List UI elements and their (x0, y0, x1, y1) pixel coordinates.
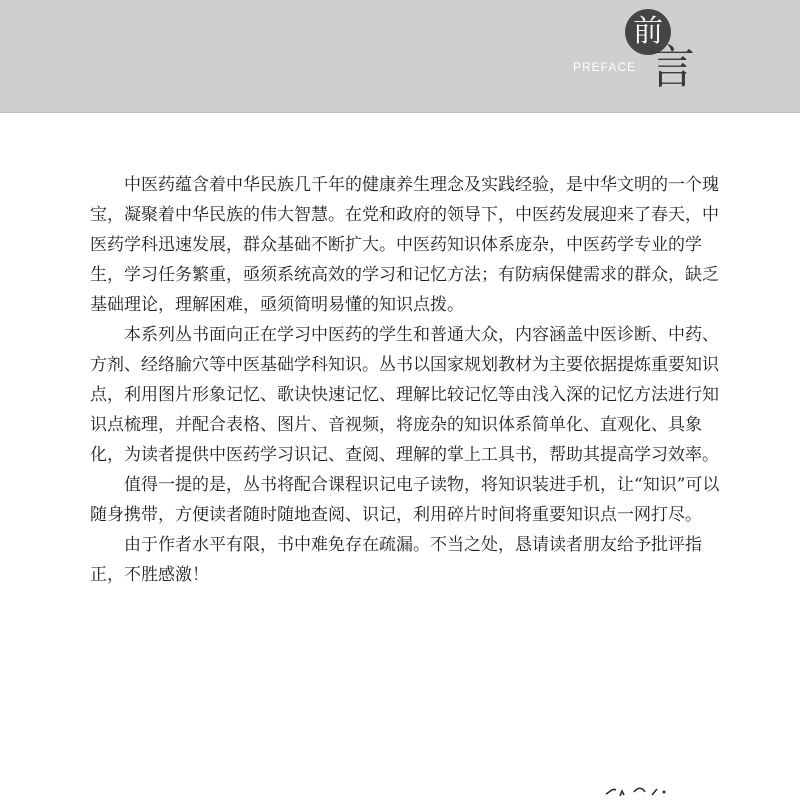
paragraph-2: 本系列丛书面向正在学习中医药的学生和普通大众，内容涵盖中医诊断、中药、方剂、经络腧穴等中医基础学科知识。丛书以国家规划教材为主要依据提炼重要知识点，利用图片形象记忆、歌诀快速记忆、理解比较记忆等由浅入深的记忆方法进行知识点梳理，并配合表格、图片、音视频，将庞杂的知识体系简单化、直观化、具象化，为读者提供中医药学习识记、查阅、理解的掌上工具书，帮助其提高学习效率。 (90, 325, 719, 465)
signature-mark-icon (604, 782, 674, 800)
preface-body (90, 170, 730, 590)
header-band (0, 0, 800, 113)
paragraph-4: 由于作者水平有限，书中难免存在疏漏。不当之处，恳请读者朋友给予批评指正，不胜感激！ (90, 535, 702, 585)
title-char-badge: 前 (625, 9, 671, 55)
title-char-second: 言 (649, 40, 695, 94)
preface-label: PREFACE (573, 60, 637, 74)
paragraph-1: 中医药蕴含着中华民族几千年的健康养生理念及实践经验，是中华文明的一个瑰宝，凝聚着中华民族的伟大智慧。在党和政府的领导下，中医药发展迎来了春天，中医药学科迅速发展，群众基础不断扩大。中医药知识体系庞杂，中医药学专业的学生，学习任务繁重，亟须系统高效的学习和记忆方法；有防病保健需求的群众，缺乏基础理论，理解困难，亟须简明易懂的知识点拨。 (90, 175, 719, 315)
paragraph-3: 值得一提的是，丛书将配合课程识记电子读物，将知识装进手机，让“知识”可以随身携带，方便读者随时随地查阅、识记，利用碎片时间将重要知识点一网打尽。 (90, 475, 720, 525)
